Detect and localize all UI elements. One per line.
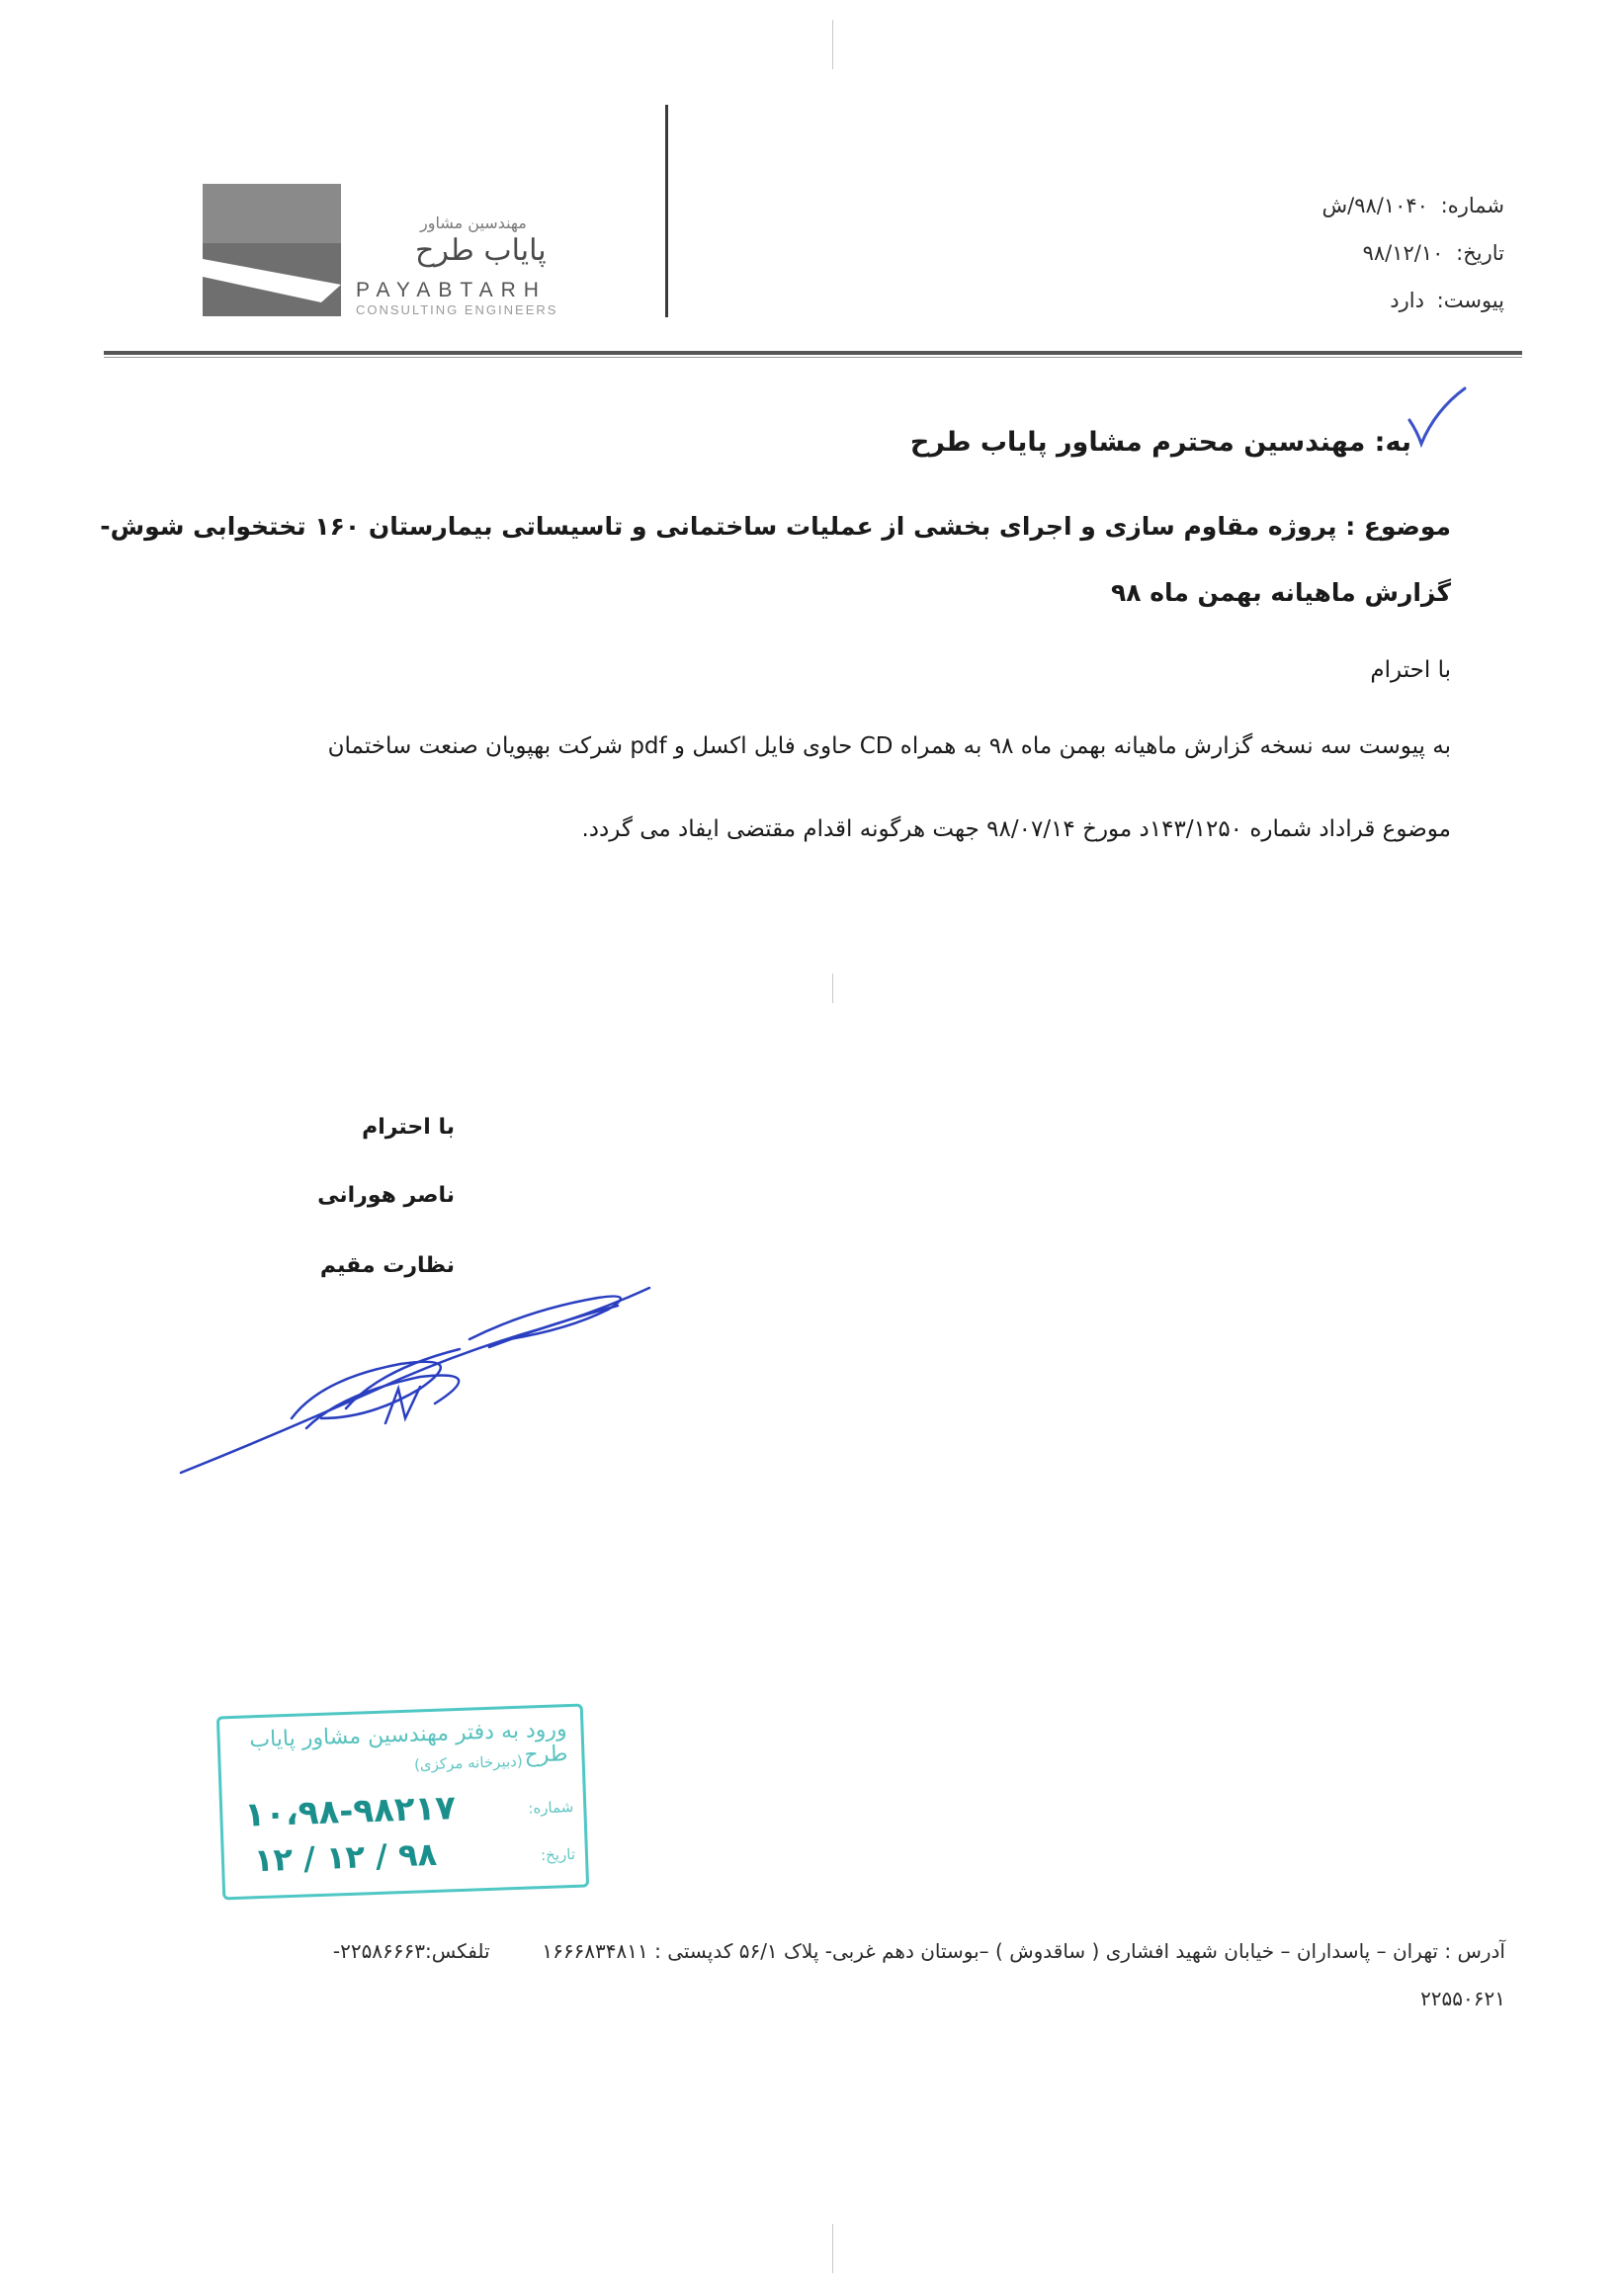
- logo-name-fa: پایاب طرح: [415, 233, 547, 268]
- footer-address-line: [333, 1939, 1505, 1963]
- footer-phone-2: ۲۲۵۵۰۶۲۱: [1420, 1987, 1505, 2010]
- stamp-number-value: ۱۰،۹۸-۹۸۲۱۷: [243, 1788, 457, 1835]
- signer-name: ناصر هورانی: [317, 1183, 455, 1208]
- logo-divider: [665, 105, 668, 317]
- footer-phone-fax: تلفکس:۲۲۵۸۶۶۶۳-: [332, 1939, 490, 1963]
- signature: [173, 1270, 667, 1478]
- footer-address: آدرس : تهران – پاسداران – خیابان شهید افشاری ( ساقدوش ) –بوستان دهم غربی- پلاک ۵۶/۱ کدپستی : ۱۶۶۶۸۳۴۸۱۱: [542, 1939, 1505, 1963]
- stamp-number-label: شماره:: [528, 1797, 574, 1818]
- subject-line-2: گزارش ماهیانه بهمن ماه ۹۸: [1110, 578, 1451, 607]
- stamp-date-value: ۹۸ / ۱۲ / ۱۲: [253, 1834, 438, 1880]
- letter-number-label: شماره:: [1440, 194, 1504, 217]
- stamp-subtitle: (دبیرخانه مرکزی): [413, 1751, 523, 1774]
- receipt-stamp: [216, 1704, 589, 1901]
- check-mark-icon: [1404, 381, 1473, 450]
- header-rule: [104, 351, 1522, 355]
- logo-subtitle-fa: مهندسین مشاور: [420, 213, 527, 232]
- letter-date-label: تاریخ:: [1456, 241, 1504, 265]
- subject-line-1: موضوع : پروژه مقاوم سازی و اجرای بخشی از عملیات ساختمانی و تاسیساتی بیمارستان ۱۶۰ تختخوابی شوش-: [100, 512, 1451, 541]
- letter-attachment: [1390, 289, 1504, 312]
- letter-attachment-value: دارد: [1390, 289, 1424, 312]
- fold-mark-bottom: [832, 2224, 833, 2273]
- body-line-2: موضوع قراداد شماره ۱۴۳/۱۲۵۰د مورخ ۹۸/۰۷/۱۴ جهت هرگونه اقدام مقتضی ایفاد می گردد.: [581, 816, 1451, 842]
- letter-date: [1363, 241, 1504, 265]
- stamp-date-label: تاریخ:: [540, 1844, 576, 1865]
- recipient-line: به: مهندسین محترم مشاور پایاب طرح: [909, 427, 1411, 458]
- signer-position: نظارت مقیم: [319, 1253, 455, 1278]
- header-rule-thin: [104, 357, 1522, 358]
- letter-number-value: ۹۸/۱۰۴۰/ش: [1321, 194, 1428, 217]
- logo-subtitle-en: CONSULTING ENGINEERS: [356, 302, 558, 317]
- fold-mark-middle: [832, 974, 833, 1003]
- stamp-title: ورود به دفتر مهندسین مشاور پایاب طرح: [248, 1717, 568, 1768]
- fold-mark-top: [832, 20, 833, 69]
- company-logo-mark: [203, 184, 341, 316]
- letter-date-value: ۹۸/۱۲/۱۰: [1362, 241, 1444, 265]
- closing-block: [316, 1115, 455, 1278]
- letter-number: [1321, 194, 1504, 217]
- closing-regards: با احترام: [362, 1115, 455, 1140]
- greeting: با احترام: [1370, 657, 1451, 683]
- body-line-1: به پیوست سه نسخه گزارش ماهیانه بهمن ماه ۹۸ به همراه CD حاوی فایل اکسل و pdf شرکت بهپویان صنعت ساختمان: [327, 733, 1451, 759]
- letter-attachment-label: پیوست:: [1436, 289, 1504, 312]
- logo-name-en: PAYABTARH: [356, 279, 547, 301]
